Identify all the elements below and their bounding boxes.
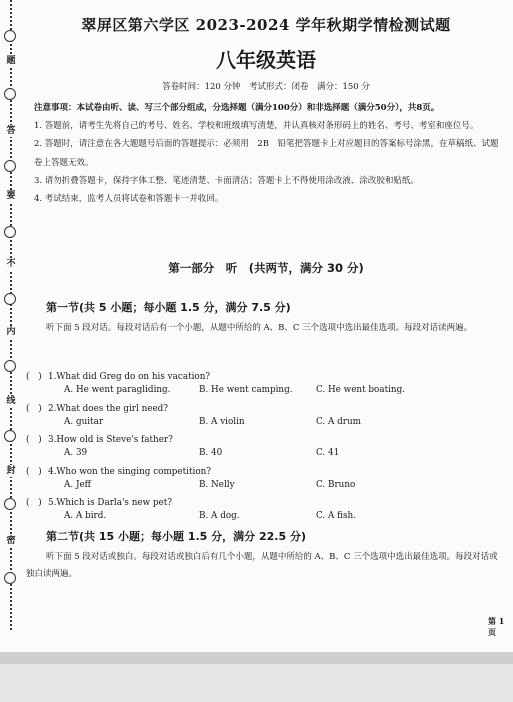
question	[26, 495, 172, 508]
section2-instruction: 听下面 5 段对话或独白。每段对话或独白后有几个小题，从题中所给的 A、B、C 三个选项中选出最佳选项。每段对话或独白读两遍。	[26, 552, 498, 579]
binding-char: 题	[2, 55, 20, 67]
option-c: C. A fish.	[316, 511, 357, 521]
binding-hole-icon	[4, 572, 16, 584]
binding-hole-icon	[4, 498, 16, 510]
binding-hole-icon	[4, 360, 16, 372]
option-b: B. A dog.	[199, 511, 240, 521]
question-text: 5.Which is Darla's new pet?	[48, 498, 173, 508]
option-b: B. Nelly	[199, 480, 235, 490]
answer-blank[interactable]: ( )	[26, 372, 42, 382]
binding-hole-icon	[4, 226, 16, 238]
question	[26, 464, 211, 477]
option-c: C. A drum	[316, 417, 362, 427]
option-b: B. A violin	[199, 417, 245, 427]
binding-char: 线	[2, 395, 20, 407]
notes-item: 3. 请勿折叠答题卡，保持字体工整、笔迹清楚、卡面清洁；答题卡上不得使用涂改液、涂改胶和贴纸。	[34, 175, 419, 186]
question	[26, 432, 173, 445]
binding-char: 不	[2, 258, 20, 270]
option-a: A. guitar	[64, 417, 104, 427]
binding-hole-icon	[4, 160, 16, 172]
option-a: A. 39	[64, 448, 88, 458]
binding-char: 答	[2, 125, 20, 137]
answer-blank[interactable]: ( )	[26, 467, 42, 477]
page-number: 第 1 页	[488, 616, 505, 637]
binding-hole-icon	[4, 293, 16, 305]
option-c: C. He went boating.	[316, 385, 406, 395]
binding-char: 要	[2, 190, 20, 202]
section2-heading: 第二节(共 15 小题；每小题 1.5 分，满分 22.5 分)	[46, 530, 306, 543]
question-text: 4.Who won the singing competition?	[48, 467, 211, 477]
option-a: A. Jeff	[64, 480, 91, 490]
notes-item: 4. 考试结束，监考人员将试卷和答题卡一并收回。	[34, 194, 224, 205]
question-text: 3.How old is Steve's father?	[48, 435, 173, 445]
part1-heading: 第一部分 听 (共两节，满分 30 分)	[168, 261, 364, 275]
question-text: 2.What does the girl need?	[48, 404, 169, 414]
option-c: C. 41	[316, 448, 340, 458]
section1-heading: 第一节(共 5 小题；每小题 1.5 分，满分 7.5 分)	[46, 301, 291, 314]
option-b: B. He went camping.	[199, 385, 293, 395]
answer-blank[interactable]: ( )	[26, 435, 42, 445]
binding-margin	[0, 0, 22, 630]
question	[26, 369, 210, 382]
notes-item: 2. 答题时，请注意在各大题题号后面的答题提示：必须用 2B 铅笔把答题卡上对应题目的答案标号涂黑，在草稿纸、试题卷上答题无效。	[34, 139, 499, 168]
question	[26, 401, 168, 414]
binding-hole-icon	[4, 430, 16, 442]
binding-hole-icon	[4, 30, 16, 42]
binding-char: 密	[2, 535, 20, 547]
option-a: A. A bird.	[64, 511, 107, 521]
option-b: B. 40	[199, 448, 223, 458]
exam-subject: 八年级英语	[216, 48, 316, 72]
binding-hole-icon	[4, 88, 16, 100]
option-a: A. He went paragliding.	[64, 385, 171, 395]
notes-item: 1. 答题前，请考生先将自己的考号、姓名、学校和班级填写清楚，并认真核对条形码上的姓名、考号、考室和座位号。	[34, 121, 479, 132]
section1-instruction: 听下面 5 段对话。每段对话后有一个小题，从题中所给的 A、B、C 三个选项中选出最佳选项。每段对话读两遍。	[46, 323, 473, 333]
binding-char: 封	[2, 465, 20, 477]
exam-notes	[34, 99, 506, 208]
notes-intro: 注意事项：本试卷由听、读、写三个部分组成，分选择题（满分100分）和非选择题（满分50分），共8页。	[34, 103, 440, 113]
exam-info: 答卷时间：120 分钟 考试形式：闭卷 满分：150 分	[162, 82, 370, 92]
binding-char: 内	[2, 326, 20, 338]
answer-blank[interactable]: ( )	[26, 404, 42, 414]
question-text: 1.What did Greg do on his vacation?	[48, 372, 211, 382]
option-c: C. Bruno	[316, 480, 356, 490]
exam-title: 翠屏区第六学区 2023-2024 学年秋期学情检测试题	[81, 16, 451, 34]
viewer-divider	[0, 652, 513, 664]
answer-blank[interactable]: ( )	[26, 498, 42, 508]
